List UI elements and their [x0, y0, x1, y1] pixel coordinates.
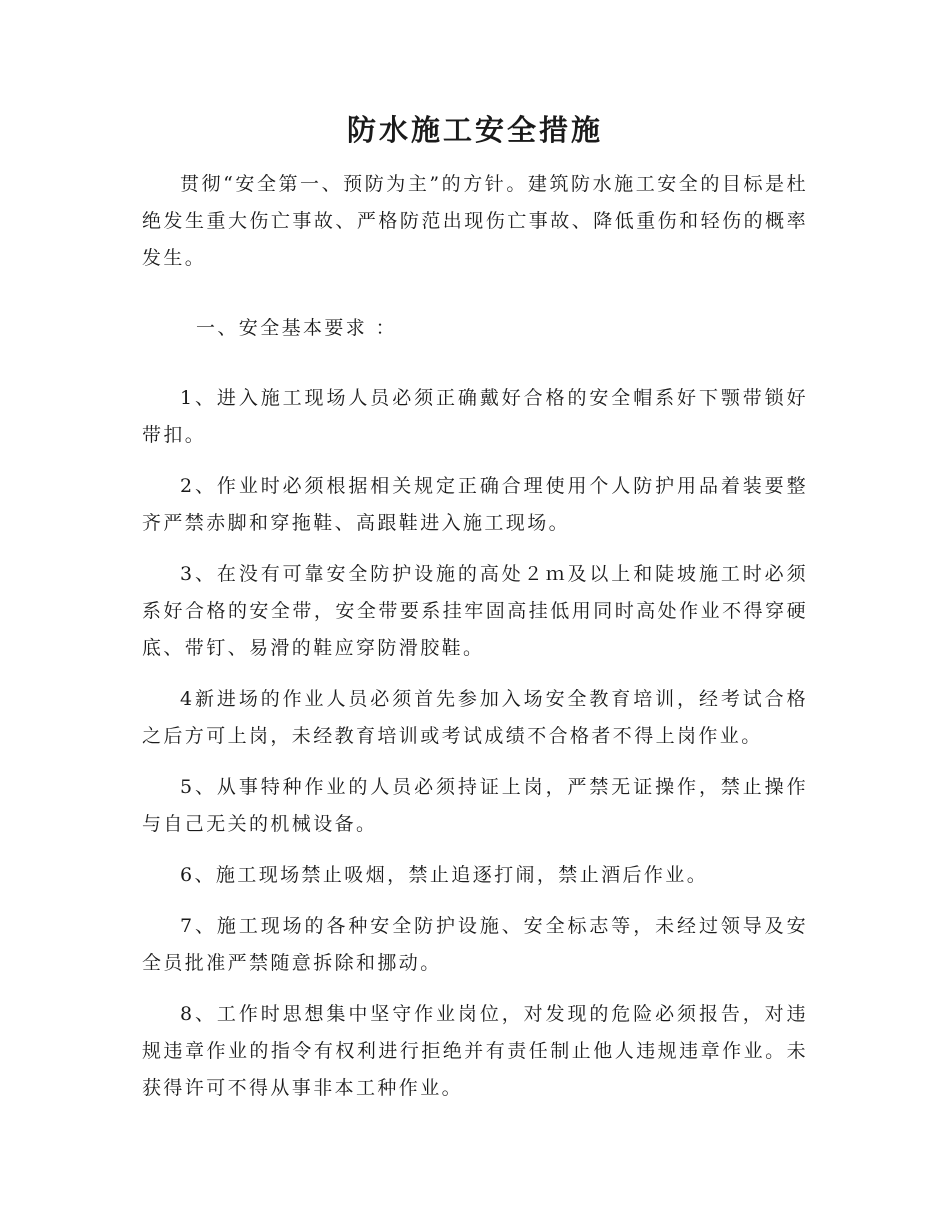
requirement-item-8: 8、工作时思想集中坚守作业岗位，对发现的危险必须报告，对违规违章作业的指令有权利进行拒绝并有责任制止他人违规违章作业。未获得许可不得从事非本工种作业。	[142, 1003, 808, 1099]
requirement-item-2: 2、作业时必须根据相关规定正确合理使用个人防护用品着装要整齐严禁赤脚和穿拖鞋、高跟鞋进入施工现场。	[142, 475, 808, 534]
requirement-item-5: 5、从事特种作业的人员必须持证上岗，严禁无证操作，禁止操作与自己无关的机械设备。	[142, 776, 808, 835]
section-heading: 一、安全基本要求 ：	[196, 317, 398, 339]
requirement-item-1: 1、进入施工现场人员必须正确戴好合格的安全帽系好下颚带锁好带扣。	[142, 387, 808, 446]
document-title: 防水施工安全措施	[346, 113, 603, 147]
requirement-item-4: 4新进场的作业人员必须首先参加入场安全教育培训，经考试合格之后方可上岗，未经教育培训或考试成绩不合格者不得上岗作业。	[142, 688, 808, 747]
requirement-item-3: 3、在没有可靠安全防护设施的高处２ｍ及以上和陡坡施工时必须系好合格的安全带，安全带要系挂牢固高挂低用同时高处作业不得穿硬底、带钉、易滑的鞋应穿防滑胶鞋。	[142, 563, 808, 659]
requirement-item-7: 7、施工现场的各种安全防护设施、安全标志等，未经过领导及安全员批准严禁随意拆除和挪动。	[142, 915, 808, 974]
requirement-item-6: 6、施工现场禁止吸烟，禁止追逐打闹，禁止酒后作业。	[180, 864, 709, 886]
intro-paragraph: 贯彻“安全第一、预防为主”的方针。建筑防水施工安全的目标是杜绝发生重大伤亡事故、严格防范出现伤亡事故、降低重伤和轻伤的概率发生。	[142, 173, 808, 269]
document-body	[142, 166, 808, 1107]
